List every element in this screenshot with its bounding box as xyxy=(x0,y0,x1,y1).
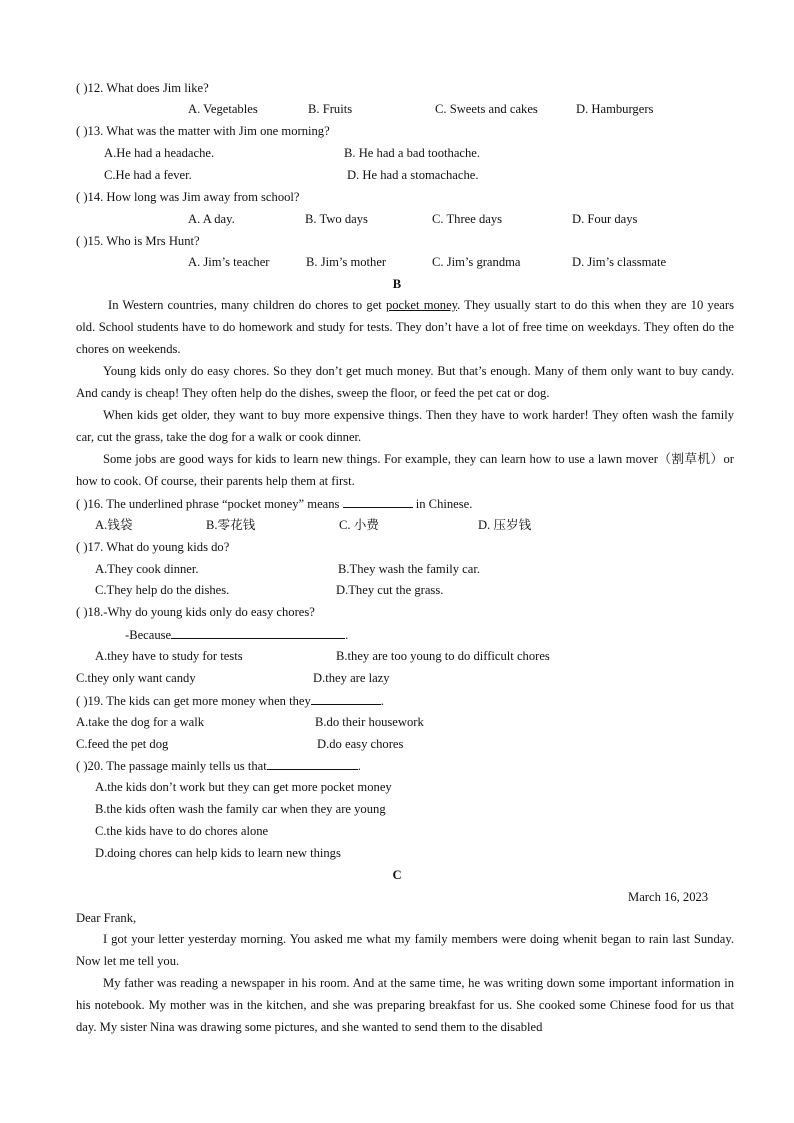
question-12-stem: ( )12. What does Jim like? xyxy=(76,81,209,95)
q20-option-b: B.the kids often wash the family car when they are young xyxy=(95,802,386,816)
q19-option-c: C.feed the pet dog xyxy=(76,737,169,751)
q18-because-label: -Because xyxy=(125,628,172,642)
letter-greeting: Dear Frank, xyxy=(76,911,137,925)
q13-option-b: B. He had a bad toothache. xyxy=(344,146,481,160)
pocket-money-underlined: pocket money xyxy=(385,298,458,312)
passage-b-paragraph-4: Some jobs are good ways for kids to learn new things. For example, they can learn how to use a lawn mover（割草机）or how to cook. Of course, their parents help them at first. xyxy=(76,452,734,488)
q15-option-d: D. Jim’s classmate xyxy=(572,255,667,269)
q14-option-a: A. A day. xyxy=(188,212,235,226)
q12-option-c: C. Sweets and cakes xyxy=(435,102,538,116)
question-19-stem: ( )19. The kids can get more money when they . xyxy=(76,694,384,708)
q16-option-c: C. 小费 xyxy=(339,518,379,532)
q19-option-d: D.do easy chores xyxy=(317,737,404,751)
q12-option-d: D. Hamburgers xyxy=(576,102,654,116)
q16-option-d: D. 压岁钱 xyxy=(478,518,532,532)
q20-answer-blank xyxy=(267,757,358,770)
q18-option-c: C.they only want candy xyxy=(76,671,196,685)
section-c-heading: C xyxy=(392,868,402,882)
question-17-stem: ( )17. What do young kids do? xyxy=(76,540,230,554)
q16-stem-before: ( )16. The underlined phrase “pocket money” means xyxy=(76,497,343,511)
q19-answer-blank xyxy=(311,692,381,705)
q18-because-line: -Because . xyxy=(125,628,349,642)
section-b-heading: B xyxy=(392,277,402,291)
q13-option-a: A.He had a headache. xyxy=(104,146,215,160)
q15-option-a: A. Jim’s teacher xyxy=(188,255,270,269)
q15-option-b: B. Jim’s mother xyxy=(306,255,387,269)
q13-option-c: C.He had a fever. xyxy=(104,168,192,182)
question-13-stem: ( )13. What was the matter with Jim one morning? xyxy=(76,124,330,138)
q15-option-c: C. Jim’s grandma xyxy=(432,255,521,269)
q20-option-c: C.the kids have to do chores alone xyxy=(95,824,269,838)
q20-option-a: A.the kids don’t work but they can get more pocket money xyxy=(95,780,392,794)
passage-b-paragraph-1 xyxy=(76,294,734,360)
q14-option-b: B. Two days xyxy=(305,212,368,226)
passage-b-paragraph-2: Young kids only do easy chores. So they don’t get much money. But that’s enough. Many of them only want to buy candy. And candy is cheap! They often help do the dishes, sweep the floor, or feed the pet cat or dog. xyxy=(76,364,734,400)
question-14-stem: ( )14. How long was Jim away from school? xyxy=(76,190,300,204)
q16-answer-blank xyxy=(343,495,413,508)
passage-b-paragraph-3: When kids get older, they want to buy more expensive things. Then they have to work harder! They often wash the family car, cut the grass, take the dog for a walk or cook dinner. xyxy=(76,408,734,444)
q18-answer-blank xyxy=(171,626,345,639)
question-15-stem: ( )15. Who is Mrs Hunt? xyxy=(76,234,200,248)
q17-option-d: D.They cut the grass. xyxy=(336,583,444,597)
q18-option-d: D.they are lazy xyxy=(313,671,390,685)
letter-paragraph-1: I got your letter yesterday morning. You asked me what my family members were doing whenit began to rain last Sunday. Now let me tell you. xyxy=(76,932,734,968)
q18-option-a: A.they have to study for tests xyxy=(95,649,243,663)
q20-option-d: D.doing chores can help kids to learn new things xyxy=(95,846,341,860)
q18-option-b: B.they are too young to do difficult chores xyxy=(336,649,550,663)
q16-stem-after: in Chinese. xyxy=(412,497,473,511)
letter-date: March 16, 2023 xyxy=(628,890,709,904)
question-20-stem: ( )20. The passage mainly tells us that . xyxy=(76,759,361,773)
question-18-stem: ( )18.-Why do young kids only do easy chores? xyxy=(76,605,315,619)
q16-option-b: B.零花钱 xyxy=(206,518,256,532)
q16-option-a: A.钱袋 xyxy=(95,518,133,532)
q14-option-d: D. Four days xyxy=(572,212,638,226)
p1-text-before: In Western countries, many children do chores to get xyxy=(108,298,386,312)
q19-stem-text: ( )19. The kids can get more money when they xyxy=(76,694,311,708)
q19-option-a: A.take the dog for a walk xyxy=(76,715,204,729)
q17-option-c: C.They help do the dishes. xyxy=(95,583,230,597)
q12-option-b: B. Fruits xyxy=(308,102,353,116)
q14-option-c: C. Three days xyxy=(432,212,503,226)
q20-stem-text: ( )20. The passage mainly tells us that xyxy=(76,759,267,773)
q17-option-a: A.They cook dinner. xyxy=(95,562,199,576)
letter-paragraph-2: My father was reading a newspaper in his room. And at the same time, he was writing down some important information in his notebook. My mother was in the kitchen, and she was preparing breakfast for us. She cooked some Chinese food for us that day. My sister Nina was drawing some pictures, and she wanted to send them to the disabled xyxy=(76,976,734,1034)
q17-option-b: B.They wash the family car. xyxy=(338,562,480,576)
q19-option-b: B.do their housework xyxy=(315,715,424,729)
question-16-stem xyxy=(76,495,472,512)
q12-option-a: A. Vegetables xyxy=(188,102,258,116)
p1-text-after: . They usually start to do this when they are 10 years old. School students have to do homework and study for tests. They don’t have a lot of free time on weekdays. They often do the chores on weekends. xyxy=(76,298,734,356)
q13-option-d: D. He had a stomachache. xyxy=(347,168,479,182)
